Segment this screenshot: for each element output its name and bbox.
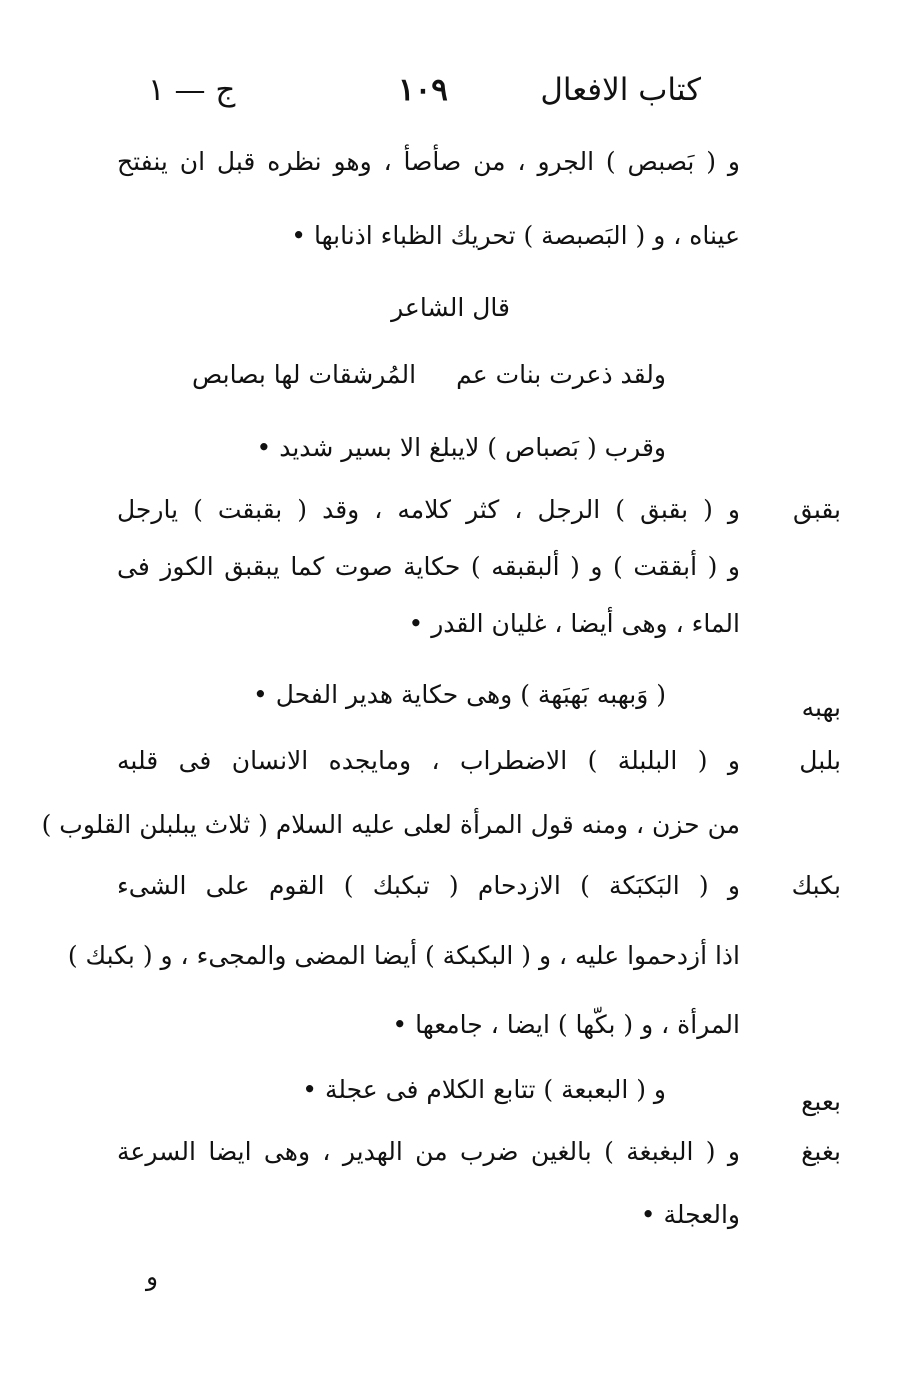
entry-headword: بغبغ xyxy=(801,1137,841,1166)
entry-headword: بقبق xyxy=(793,495,841,524)
verse-hemistich-right: ولقد ذعرت بنات عم xyxy=(456,360,666,389)
text-line: الماء ، وهى أيضا ، غليان القدر • xyxy=(408,609,740,638)
text-line: ( وَبهبه بَهبَهة ) وهى حكاية هدير الفحل • xyxy=(253,680,666,709)
verse-line: وقرب ( بَصباص ) لايبلغ الا بسير شديد • xyxy=(256,433,666,462)
verse-hemistich-left: المُرشقات لها بصابص xyxy=(192,360,417,389)
text-line: اذا أزدحموا عليه ، و ( البكبكة ) أيضا المضى والمجىء ، و ( بكبك ) xyxy=(67,941,740,970)
text-line: المرأة ، و ( بكّها ) ايضا ، جامعها • xyxy=(392,1010,740,1039)
text-line: و ( البغبغة ) بالغين ضرب من الهدير ، وهى ايضا السرعة xyxy=(117,1137,740,1166)
text-line: و ( البعبعة ) تتابع الكلام فى عجلة • xyxy=(302,1075,666,1104)
text-line: من حزن ، ومنه قول المرأة لعلى عليه السلام ( ثلاث يبلبلن القلوب ) xyxy=(41,810,740,839)
catchword: و xyxy=(146,1262,159,1291)
page-number: ١٠٩ xyxy=(398,72,448,108)
text-line: والعجلة • xyxy=(640,1200,740,1229)
text-line: و ( بَصبص ) الجرو ، من صأصأ ، وهو نظره قبل ان ينفتح xyxy=(117,147,740,176)
poet-intro: قال الشاعر xyxy=(391,293,510,322)
text-line: و ( بقبق ) الرجل ، كثر كلامه ، وقد ( بقبقت ) يارجل xyxy=(117,495,740,524)
entry-headword: بكبك xyxy=(791,871,841,900)
verse-line xyxy=(192,355,416,395)
text-line: و ( البَكبَكة ) الازدحام ( تبكبك ) القوم على الشىء xyxy=(117,871,740,900)
text-line: و ( البلبلة ) الاضطراب ، ومايجده الانسان فى قلبه xyxy=(117,746,740,775)
entry-headword: بعبع xyxy=(801,1087,841,1116)
entry-headword: بلبل xyxy=(799,746,841,775)
page-header xyxy=(0,72,923,122)
book-title: كتاب الافعال xyxy=(540,72,701,108)
volume-label: ج — ١ xyxy=(148,72,236,108)
verse-line xyxy=(456,355,666,395)
text-line: عيناه ، و ( البَصبصة ) تحريك الظباء اذنابها • xyxy=(291,221,740,250)
entry-headword: بهبه xyxy=(801,693,841,722)
text-line: و ( أبققت ) و ( ألبقبقه ) حكاية صوت كما يبقبق الكوز فى xyxy=(117,552,740,581)
